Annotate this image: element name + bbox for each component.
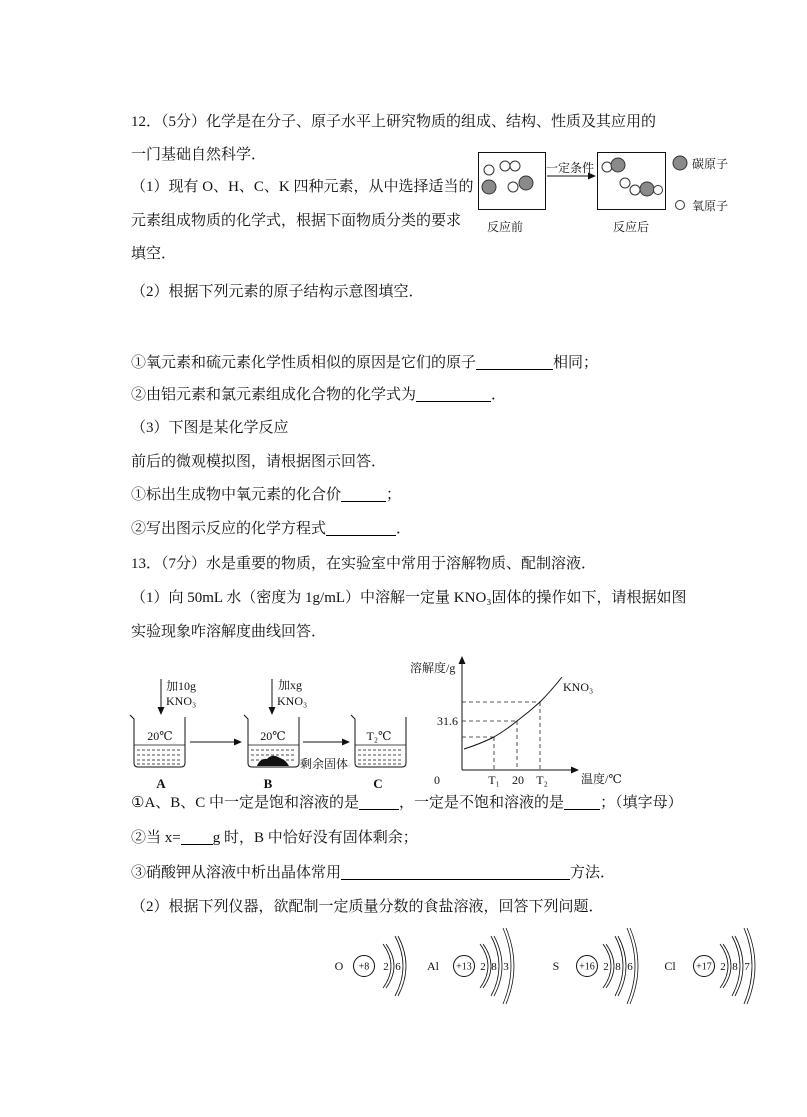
shell-electron-count: 7 — [744, 961, 750, 973]
q13-stem: 13．（7分）水是重要的物质，在实验室中常用于溶解物质、配制溶液． — [131, 556, 597, 572]
reaction-figure — [479, 153, 729, 235]
add-arrow-b-head — [269, 707, 276, 715]
question-text: ①标出生成物中氧元素的化合价 — [131, 487, 342, 503]
atom-diagram-oxygen — [335, 936, 406, 996]
oxygen-atom — [500, 161, 510, 171]
oxygen-atom — [508, 182, 518, 192]
question-text: ；（填字母） — [600, 795, 683, 811]
answer-blank — [341, 487, 386, 502]
legend-oxygen-label: 氧原子 — [692, 199, 729, 213]
x-tick-label: 0 — [434, 773, 440, 787]
beaker-label-c: C — [373, 776, 383, 791]
element-symbol: O — [334, 959, 344, 973]
atom-diagram-sulfur — [553, 928, 638, 1004]
add-substance-b: KNO₃ — [277, 694, 308, 708]
nucleus-charge: +8 — [358, 961, 370, 973]
element-symbol: Al — [427, 959, 439, 973]
question-text: ，一定是不饱和溶液的是 — [399, 795, 565, 811]
shell-electron-count: 2 — [480, 961, 486, 973]
shell-electron-count: 6 — [627, 961, 633, 973]
shell-electron-count: 2 — [603, 961, 609, 973]
add-amount-b: 加xg — [278, 678, 303, 692]
shell-electron-count: 2 — [720, 961, 726, 973]
after-reaction-label: 反应后 — [612, 220, 650, 234]
curve-series-label: KNO₃ — [563, 680, 594, 694]
q12-part2-question2 — [131, 385, 506, 405]
after-reaction-box — [598, 153, 666, 210]
shell-electron-count: 3 — [503, 961, 509, 973]
solubility-chart — [410, 656, 622, 787]
before-reaction-label: 反应前 — [486, 220, 524, 234]
question-text: g 时，B 中恰好没有固体剩余； — [212, 830, 418, 846]
x-tick-label: T₁ — [488, 773, 500, 787]
y-axis-label: 溶解度/g — [410, 661, 456, 675]
q12-part1-line2: 元素组成物质的化学式，根据下面物质分类的要求 — [131, 213, 462, 229]
q12-part3-line1: （3）下图是某化学反应 — [131, 420, 289, 436]
y-axis-arrow — [459, 656, 466, 664]
carbon-atom — [611, 158, 625, 172]
oxygen-atom — [510, 161, 520, 171]
answer-blank — [476, 355, 553, 370]
answer-blank — [416, 387, 491, 402]
oxygen-atom — [630, 185, 640, 195]
oxygen-atom — [602, 162, 612, 172]
q13-part2-heading: （2）根据下列仪器，欲配制一定质量分数的食盐溶液，回答下列问题． — [131, 899, 604, 915]
q13-question2 — [131, 828, 418, 848]
question-text: ①氧元素和硫元素化学性质相似的原因是它们的原子 — [131, 355, 477, 371]
answer-blank — [341, 865, 570, 880]
add-amount-a: 加10g — [166, 679, 197, 693]
q12-part3-line2: 前后的微观模拟图，请根据图示回答． — [131, 454, 387, 470]
question-text: ①A、B、C 中一定是饱和溶液的是 — [131, 795, 360, 811]
q12-stem-line2: 一门基础自然科学． — [131, 147, 267, 163]
nucleus-charge: +17 — [696, 961, 712, 973]
q12-stem-line1: 12．（5分）化学是在分子、原子水平上研究物质的组成、结构、性质及其应用的 — [131, 114, 657, 130]
q13-part1-line2: 实验现象咋溶解度曲线回答． — [131, 624, 327, 640]
beaker-experiment-figure — [130, 677, 406, 791]
q12-part1-line1: （1）现有 O、H、C、K 四种元素，从中选择适当的 — [131, 179, 474, 195]
x-axis-arrow — [571, 767, 579, 774]
step-arrow-ab-head — [234, 739, 242, 746]
answer-blank — [359, 795, 399, 810]
shell-electron-count: 2 — [383, 961, 389, 973]
atom-diagram-chlorine — [664, 928, 755, 1004]
q12-part2-heading: （2）根据下列元素的原子结构示意图填空． — [131, 284, 424, 300]
question-text: ； — [386, 487, 402, 503]
question-text: 方法． — [570, 865, 616, 881]
kno3-solubility-curve — [464, 677, 562, 749]
reaction-condition: 一定条件 — [545, 161, 595, 175]
legend-carbon-atom — [673, 156, 687, 170]
q13-question3 — [131, 863, 615, 883]
residue-label: 剩余固体 — [300, 757, 349, 771]
beaker-label-a: A — [156, 776, 166, 791]
add-arrow-a-head — [158, 707, 165, 715]
carbon-atom — [640, 182, 654, 196]
element-symbol: Cl — [664, 959, 676, 973]
beaker-label-b: B — [263, 776, 273, 791]
q12-part3-question1 — [131, 485, 401, 505]
step-arrow-bc-head — [342, 739, 350, 746]
legend-carbon-label: 碳原子 — [692, 157, 729, 171]
nucleus-charge: +16 — [579, 961, 595, 973]
question-text: ②由铝元素和氯元素组成化合物的化学式为 — [131, 387, 417, 403]
q12-part2-question1 — [131, 353, 598, 373]
x-tick-label: 20 — [512, 773, 524, 787]
question-text: ②当 x= — [131, 830, 181, 846]
shell-electron-count: 8 — [615, 961, 621, 973]
element-symbol: S — [552, 959, 560, 973]
y-tick-label: 31.6 — [437, 714, 458, 728]
question-text: 相同； — [553, 355, 599, 371]
oxygen-atom — [620, 178, 630, 188]
temperature-b: 20℃ — [260, 729, 286, 743]
q12-part3-question2 — [131, 519, 411, 539]
question-text: ． — [491, 387, 507, 403]
carbon-atom — [482, 180, 496, 194]
answer-blank — [564, 795, 600, 810]
answer-blank — [326, 521, 396, 536]
atom-diagram-aluminum — [427, 928, 514, 1004]
question-text: ． — [396, 521, 412, 537]
x-axis-label: 温度/℃ — [581, 772, 622, 786]
q13-part1-line1: （1）向 50mL 水（密度为 1g/mL）中溶解一定量 KNO₃固体的操作如下，请根据如图 — [131, 590, 687, 606]
oxygen-atom — [484, 165, 494, 175]
nucleus-charge: +13 — [456, 961, 472, 973]
temperature-a: 20℃ — [147, 729, 173, 743]
x-tick-label: T₂ — [536, 773, 548, 787]
oxygen-atom — [654, 186, 663, 195]
q13-question1 — [131, 793, 683, 813]
shell-electron-count: 8 — [491, 961, 497, 973]
undissolved-solid — [257, 756, 289, 766]
temperature-c: T₂℃ — [366, 729, 392, 743]
legend-oxygen-atom — [676, 201, 685, 210]
question-text: ③硝酸钾从溶液中析出晶体常用 — [131, 865, 342, 881]
question-text: ②写出图示反应的化学方程式 — [131, 521, 327, 537]
shell-electron-count: 8 — [732, 961, 738, 973]
add-substance-a: KNO₃ — [166, 694, 197, 708]
shell-electron-count: 6 — [395, 961, 401, 973]
answer-blank — [181, 830, 213, 845]
q12-part1-line3: 填空． — [131, 246, 177, 262]
carbon-atom — [519, 176, 533, 190]
